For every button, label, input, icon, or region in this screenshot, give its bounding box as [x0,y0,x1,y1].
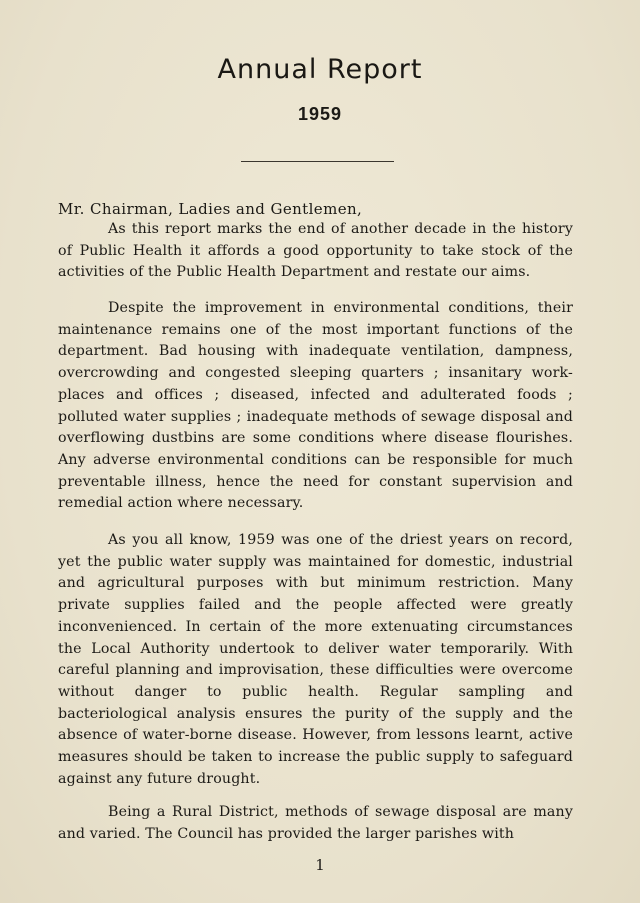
title-divider [241,161,394,162]
paragraph-intro: As this report marks the end of another decade in the history of Public Health it affords a good opportunity to take stock of the activities of the Public Health Department and restate our aims. [58,221,573,281]
page-number: 1 [315,856,325,874]
paragraph-environment: Despite the improvement in environmental conditions, their maintenance remains one of the most important functions of the department. Bad housing with inadequate ventilation, dampness, overcrowding and congested sleeping quarters ; insanitary work-places and offices ; diseased, infected and adulterated foods ; polluted water supplies ; inadequate methods of sewage disposal and overflowing dustbins are some conditions where disease flourishes. Any adverse environmental conditions can be responsible for much preventable illness, hence the need for constant supervision and remedial action where necessary. [58,300,573,512]
report-title: Annual Report [217,54,423,85]
salutation: Mr. Chairman, Ladies and Gentlemen, [58,200,363,218]
report-year: 1959 [297,104,343,124]
paragraph-sewage: Being a Rural District, methods of sewage disposal are many and varied. The Council has provided the larger parishes with [58,804,573,842]
paragraph-water-supply: As you all know, 1959 was one of the driest years on record, yet the public water supply was maintained for domestic, industrial and agricultural purposes with but minimum restriction. Many private supplies failed and the people affected were greatly inconvenienced. In certain of the more extenuating circumstances the Local Authority undertook to deliver water temporarily. With careful planning and improvisation, these difficulties were overcome without danger to public health. Regular sampling and bacteriological analysis ensures the purity of the supply and the absence of water-borne disease. However, from lessons learnt, active measures should be taken to increase the public supply to safeguard against any future drought. [58,532,573,787]
